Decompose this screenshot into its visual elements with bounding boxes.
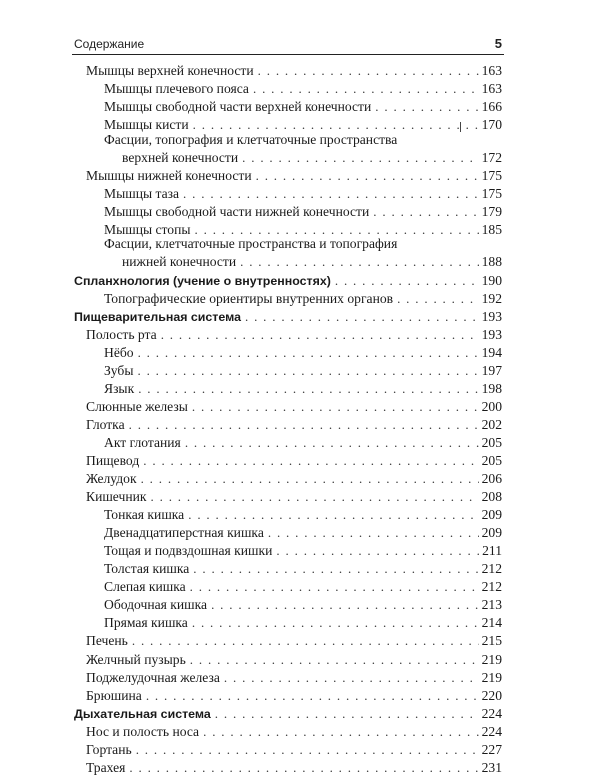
- toc-entry-page: 224: [481, 705, 502, 721]
- dot-leader: [129, 417, 479, 433]
- dot-leader: [188, 507, 478, 523]
- toc-entry[interactable]: [74, 415, 502, 433]
- dot-leader: [268, 525, 479, 541]
- toc-entry-title: Мышцы стопы: [104, 221, 191, 237]
- dot-leader: [141, 471, 479, 487]
- toc-entry-title: Глотка: [86, 416, 125, 432]
- toc-entry-page: 188: [481, 254, 502, 270]
- toc-entry-page: 206: [481, 471, 502, 487]
- toc-entry-title: Желчный пузырь: [86, 651, 186, 667]
- toc-entry[interactable]: [74, 595, 502, 613]
- toc-entry[interactable]: [74, 97, 502, 115]
- dot-leader: [193, 561, 478, 577]
- toc-entry-page: 219: [481, 651, 502, 667]
- toc-entry-title: Ободочная кишка: [104, 597, 208, 613]
- toc-entry-title: Полость рта: [86, 326, 157, 342]
- toc-entry-title: Тонкая кишка: [104, 507, 185, 523]
- toc-entry-page: 224: [481, 723, 502, 739]
- toc-entry-title: Двенадцатиперстная кишка: [104, 525, 264, 541]
- toc-entry-page: 192: [481, 290, 502, 306]
- toc-entry[interactable]: [74, 238, 502, 253]
- toc-entry[interactable]: [74, 686, 502, 704]
- toc-section-heading[interactable]: [74, 307, 502, 325]
- toc-entry-title: Толстая кишка: [104, 561, 190, 577]
- toc-entry[interactable]: [74, 343, 502, 361]
- toc-entry-title-continuation: верхней конечности: [122, 149, 239, 165]
- table-of-contents: [74, 61, 502, 776]
- toc-entry[interactable]: [74, 649, 502, 667]
- dot-leader: [373, 204, 478, 220]
- toc-entry[interactable]: [74, 184, 502, 202]
- toc-entry-title: Трахея: [86, 759, 126, 775]
- toc-entry[interactable]: [74, 758, 502, 776]
- dot-leader: [161, 327, 479, 343]
- toc-entry-page: 179: [481, 203, 502, 219]
- toc-entry-title: Нос и полость носа: [86, 723, 200, 739]
- toc-entry-title: Пищеварительная система: [74, 309, 241, 324]
- dot-leader: [224, 670, 479, 686]
- toc-entry-page: 211: [482, 543, 502, 559]
- dot-leader: [253, 81, 479, 97]
- toc-entry-page: 202: [481, 416, 502, 432]
- toc-entry-title: Мышцы нижней конечности: [86, 167, 252, 183]
- toc-entry[interactable]: [74, 397, 502, 415]
- dot-leader: [192, 615, 479, 631]
- dot-leader: [143, 453, 478, 469]
- toc-entry-page: 193: [481, 308, 502, 324]
- dot-leader: [151, 489, 479, 505]
- dot-leader: [137, 363, 478, 379]
- toc-entry[interactable]: [74, 487, 502, 505]
- running-header: [72, 36, 504, 55]
- toc-entry[interactable]: [74, 469, 502, 487]
- toc-entry-title: Язык: [104, 380, 135, 396]
- toc-entry-title: Пищевод: [86, 452, 140, 468]
- toc-entry-page: 170: [481, 117, 502, 133]
- toc-entry-title-continuation: нижней конечности: [122, 254, 237, 270]
- dot-leader: [190, 579, 479, 595]
- dot-leader: [183, 186, 479, 202]
- toc-entry-page: 163: [481, 81, 502, 97]
- dot-leader: [397, 291, 479, 307]
- dot-leader: [245, 309, 479, 325]
- toc-entry-title: Нёбо: [104, 344, 134, 360]
- toc-entry[interactable]: [74, 61, 502, 79]
- toc-entry-page: 163: [481, 63, 502, 79]
- dot-leader: [211, 597, 479, 613]
- toc-entry-title: Зубы: [104, 362, 134, 378]
- toc-entry-title: Фасции, клетчаточные пространства и топография: [104, 236, 398, 252]
- toc-entry[interactable]: [74, 433, 502, 451]
- toc-entry-title: Мышцы свободной части нижней конечности: [104, 203, 370, 219]
- toc-entry-title: Акт глотания: [104, 434, 181, 450]
- toc-entry-page: 214: [481, 615, 502, 631]
- toc-entry[interactable]: [74, 613, 502, 631]
- toc-entry-page: 175: [481, 167, 502, 183]
- toc-entry-page: 198: [481, 380, 502, 396]
- toc-entry[interactable]: [74, 541, 502, 559]
- toc-entry-page: 197: [481, 362, 502, 378]
- toc-entry-page: 193: [481, 326, 502, 342]
- toc-entry-title: Мышцы кисти: [104, 117, 189, 133]
- toc-entry-page: 205: [481, 434, 502, 450]
- toc-entry-title: Поджелудочная железа: [86, 669, 220, 685]
- toc-entry-title: Прямая кишка: [104, 615, 188, 631]
- toc-entry-page: 208: [481, 489, 502, 505]
- dot-leader: [242, 150, 478, 166]
- toc-entry-page: 190: [481, 272, 502, 288]
- toc-entry[interactable]: [74, 166, 502, 184]
- toc-entry[interactable]: [74, 505, 502, 523]
- toc-entry-title: Кишечник: [86, 489, 147, 505]
- toc-entry[interactable]: [74, 523, 502, 541]
- dot-leader: [335, 273, 479, 289]
- dot-leader: [146, 688, 479, 704]
- dot-leader: [185, 435, 479, 451]
- toc-entry-page: 219: [481, 669, 502, 685]
- toc-entry[interactable]: [74, 325, 502, 343]
- toc-entry[interactable]: [74, 668, 502, 686]
- toc-entry-page: 200: [481, 398, 502, 414]
- toc-entry[interactable]: [74, 451, 502, 469]
- toc-entry-title: Дыхательная система: [74, 706, 211, 721]
- dot-leader: [375, 99, 478, 115]
- toc-entry-title: Мышцы свободной части верхней конечности: [104, 99, 372, 115]
- dot-leader: [256, 168, 479, 184]
- toc-entry[interactable]: [74, 361, 502, 379]
- dot-leader: [190, 652, 479, 668]
- toc-entry-page: 166: [481, 99, 502, 115]
- toc-entry-page: 215: [481, 633, 502, 649]
- toc-entry[interactable]: [74, 577, 502, 595]
- toc-entry-continuation: [74, 148, 502, 166]
- dot-leader: [129, 760, 478, 776]
- toc-entry-page: 172: [481, 149, 502, 165]
- toc-entry-title: Желудок: [86, 471, 137, 487]
- toc-section-heading[interactable]: [74, 270, 502, 288]
- dot-leader: [240, 254, 479, 270]
- dot-leader: [138, 345, 479, 361]
- toc-entry-title: Топографические ориентиры внутренних органов: [104, 290, 394, 306]
- header-section-title: Содержание: [74, 37, 145, 51]
- toc-entry[interactable]: [74, 220, 502, 238]
- toc-entry-page: 231: [481, 759, 502, 775]
- toc-entry-title: Гортань: [86, 741, 132, 757]
- dot-leader: [258, 63, 479, 79]
- toc-entry-page: 185: [481, 221, 502, 237]
- toc-entry-continuation: [74, 252, 502, 270]
- toc-entry-title: Фасции, топография и клетчаточные пространства: [104, 131, 398, 147]
- toc-entry-title: Слюнные железы: [86, 398, 188, 414]
- toc-entry-page: 213: [481, 597, 502, 613]
- toc-entry-page: 212: [481, 561, 502, 577]
- toc-entry[interactable]: [74, 740, 502, 758]
- header-page-number: 5: [494, 36, 502, 51]
- dot-leader: [138, 381, 478, 397]
- toc-entry-title: Слепая кишка: [104, 579, 186, 595]
- dot-leader: [132, 633, 479, 649]
- toc-entry-page: 194: [481, 344, 502, 360]
- toc-entry-title: Печень: [86, 633, 128, 649]
- toc-entry-title: Тощая и подвздошная кишки: [104, 543, 273, 559]
- toc-entry[interactable]: [74, 133, 502, 148]
- dot-leader: [276, 543, 479, 559]
- toc-entry-page: 220: [481, 687, 502, 703]
- toc-entry-page: 227: [481, 741, 502, 757]
- toc-entry[interactable]: [74, 79, 502, 97]
- toc-entry-page: 209: [481, 525, 502, 541]
- toc-entry-title: Мышцы плечевого пояса: [104, 81, 249, 97]
- toc-entry-title: Мышцы таза: [104, 185, 180, 201]
- toc-section-heading[interactable]: [74, 704, 502, 722]
- toc-entry-title: Мышцы верхней конечности: [86, 63, 254, 79]
- toc-entry[interactable]: [74, 559, 502, 577]
- toc-entry-page: 209: [481, 507, 502, 523]
- toc-entry-page: 205: [481, 452, 502, 468]
- toc-entry-page: 212: [481, 579, 502, 595]
- dot-leader: [192, 399, 479, 415]
- toc-entry[interactable]: [74, 289, 502, 307]
- toc-entry[interactable]: [74, 202, 502, 220]
- toc-entry-page: 175: [481, 185, 502, 201]
- dot-leader: [203, 724, 479, 740]
- toc-entry[interactable]: [74, 115, 502, 133]
- toc-entry[interactable]: [74, 631, 502, 649]
- toc-entry-title: Спланхнология (учение о внутренностях): [74, 273, 331, 288]
- toc-entry-title: Брюшина: [86, 687, 142, 703]
- toc-entry[interactable]: [74, 379, 502, 397]
- toc-entry[interactable]: [74, 722, 502, 740]
- dot-leader: [215, 706, 479, 722]
